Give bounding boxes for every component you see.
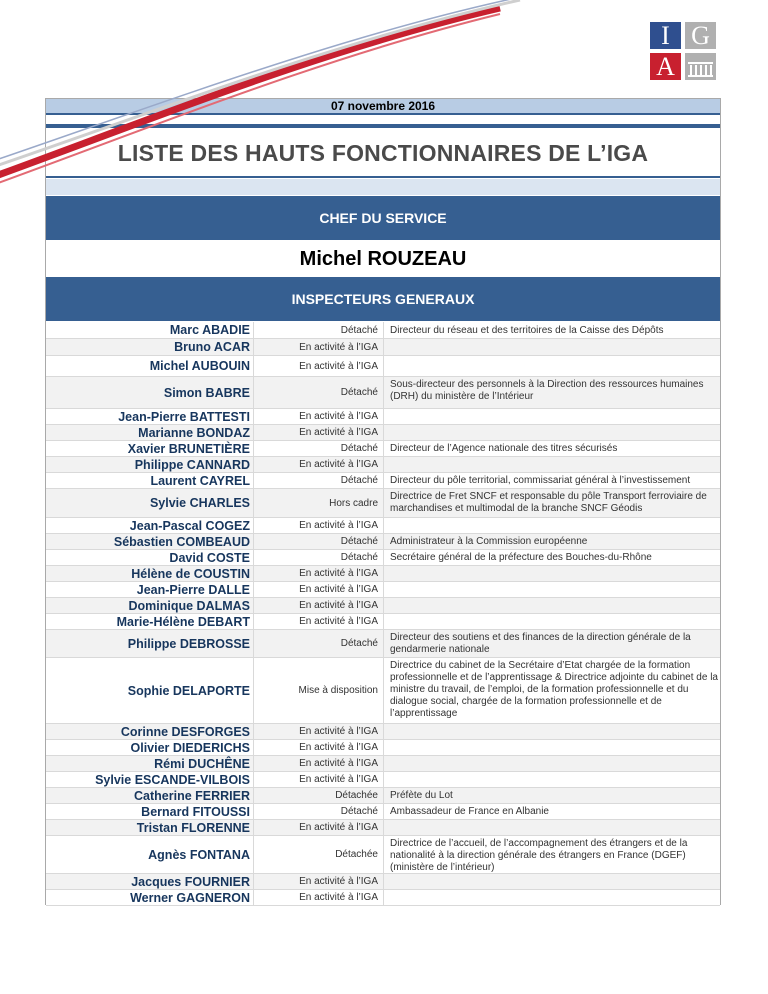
column-divider <box>253 550 254 565</box>
column-divider <box>383 788 384 803</box>
column-divider <box>253 356 254 376</box>
inspecteur-status: En activité à l’IGA <box>299 742 378 753</box>
column-divider <box>253 409 254 424</box>
logo-letter-a: A <box>650 53 681 80</box>
inspecteur-name: Marianne BONDAZ <box>138 426 250 440</box>
spacer-bar <box>46 179 720 195</box>
column-divider <box>383 582 384 597</box>
column-divider <box>253 740 254 755</box>
inspecteur-name: Hélène de COUSTIN <box>131 567 250 581</box>
logo-letter-g: G <box>685 22 716 49</box>
page-title: LISTE DES HAUTS FONCTIONNAIRES DE L’IGA <box>117 140 649 166</box>
table-row <box>46 820 720 836</box>
inspecteur-status: Détaché <box>340 443 378 454</box>
table-row <box>46 441 720 457</box>
inspecteur-function: Directrice de l’accueil, de l’accompagnement des étrangers et de la nationalité à la direction générale des étrangers en France (DGEF) (ministère de l’intérieur) <box>390 838 688 873</box>
column-divider <box>383 598 384 613</box>
column-divider <box>383 658 384 723</box>
inspecteur-status: En activité à l’IGA <box>299 822 378 833</box>
inspecteur-name: Sylvie CHARLES <box>149 496 250 510</box>
inspecteur-status: En activité à l’IGA <box>299 342 378 353</box>
divider <box>46 124 720 128</box>
column-divider <box>383 756 384 771</box>
inspecteur-status: En activité à l’IGA <box>299 568 378 579</box>
inspecteur-status: Détaché <box>340 806 378 817</box>
column-divider <box>253 874 254 889</box>
inspecteur-function: Préfète du Lot <box>390 790 453 801</box>
table-row <box>46 788 720 804</box>
column-divider <box>383 836 384 873</box>
column-divider <box>383 489 384 517</box>
inspecteur-function: Directeur des soutiens et des finances de la direction générale de la gendarmerie nationale <box>390 632 691 655</box>
inspecteur-name: Olivier DIEDERICHS <box>130 741 250 755</box>
table-row <box>46 582 720 598</box>
column-divider <box>383 874 384 889</box>
inspecteur-name: Bruno ACAR <box>174 340 250 354</box>
inspecteur-name: Werner GAGNERON <box>130 891 250 905</box>
chef-name: Michel ROUZEAU <box>299 248 467 270</box>
table-row <box>46 425 720 441</box>
divider <box>46 176 720 178</box>
inspecteur-status: En activité à l’IGA <box>299 427 378 438</box>
logo-building-icon <box>685 53 716 80</box>
inspecteur-name: Tristan FLORENNE <box>136 821 250 835</box>
column-divider <box>383 409 384 424</box>
table-row <box>46 890 720 906</box>
table-row <box>46 457 720 473</box>
inspecteur-name: Sylvie ESCANDE-VILBOIS <box>95 773 250 787</box>
column-divider <box>383 890 384 905</box>
inspecteur-name: Marc ABADIE <box>169 323 250 337</box>
column-divider <box>253 441 254 456</box>
column-divider <box>253 339 254 355</box>
column-divider <box>253 534 254 549</box>
inspecteur-name: Jacques FOURNIER <box>131 875 250 889</box>
column-divider <box>253 582 254 597</box>
column-divider <box>253 820 254 835</box>
inspecteur-name: Philippe CANNARD <box>134 458 250 472</box>
inspecteur-name: Marie-Hélène DEBART <box>116 615 250 629</box>
inspecteur-name: Corinne DESFORGES <box>120 725 250 739</box>
inspecteur-name: Rémi DUCHÊNE <box>154 757 250 771</box>
column-divider <box>253 756 254 771</box>
inspecteur-status: En activité à l’IGA <box>299 616 378 627</box>
inspecteur-name: Catherine FERRIER <box>134 789 250 803</box>
inspecteur-name: Agnès FONTANA <box>148 848 250 862</box>
column-divider <box>383 339 384 355</box>
inspecteur-status: En activité à l’IGA <box>299 758 378 769</box>
column-divider <box>253 614 254 629</box>
inspecteur-status: Détaché <box>340 536 378 547</box>
table-row <box>46 724 720 740</box>
column-divider <box>383 820 384 835</box>
column-divider <box>383 473 384 488</box>
table-row <box>46 614 720 630</box>
column-divider <box>383 457 384 472</box>
inspecteur-status: En activité à l’IGA <box>299 726 378 737</box>
inspecteur-name: Laurent CAYREL <box>150 474 250 488</box>
column-divider <box>383 550 384 565</box>
column-divider <box>253 836 254 873</box>
inspecteur-name: Jean-Pascal COGEZ <box>129 519 250 533</box>
column-divider <box>253 566 254 581</box>
column-divider <box>253 473 254 488</box>
column-divider <box>253 489 254 517</box>
column-divider <box>253 518 254 533</box>
inspecteur-status: Détaché <box>340 638 378 649</box>
inspecteur-status: Détachée <box>335 849 378 860</box>
inspecteur-status: En activité à l’IGA <box>299 520 378 531</box>
inspecteur-status: En activité à l’IGA <box>299 411 378 422</box>
table-row <box>46 473 720 489</box>
column-divider <box>253 804 254 819</box>
column-divider <box>253 630 254 657</box>
inspecteur-name: Michel AUBOUIN <box>149 359 250 373</box>
inspecteur-name: Simon BABRE <box>163 386 250 400</box>
inspecteur-name: Jean-Pierre DALLE <box>136 583 250 597</box>
inspecteur-function: Directrice du cabinet de la Secrétaire d’Etat chargée de la formation professionnelle et de l’apprentissage & Directrice adjointe du cabinet de la ministre du travail, de l’emploi, de la formation professionnelle et du dialogue social, chargée de la formation professionnelle et de l’apprentissage <box>390 660 718 719</box>
logo-letter-i: I <box>650 22 681 49</box>
table-row <box>46 534 720 550</box>
inspecteur-status: En activité à l’IGA <box>299 361 378 372</box>
column-divider <box>253 724 254 739</box>
table-row <box>46 740 720 756</box>
inspecteur-status: Détaché <box>340 552 378 563</box>
column-divider <box>253 890 254 905</box>
column-divider <box>383 804 384 819</box>
table-row <box>46 874 720 890</box>
column-divider <box>383 322 384 338</box>
inspecteur-function: Ambassadeur de France en Albanie <box>390 806 549 817</box>
column-divider <box>253 658 254 723</box>
inspecteur-status: En activité à l’IGA <box>299 774 378 785</box>
inspecteur-name: Sophie DELAPORTE <box>127 684 250 698</box>
column-divider <box>253 322 254 338</box>
table-row <box>46 550 720 566</box>
inspecteur-status: Mise à disposition <box>298 685 378 696</box>
column-divider <box>253 377 254 408</box>
column-divider <box>383 566 384 581</box>
inspecteurs-table <box>46 322 720 906</box>
table-row <box>46 377 720 409</box>
column-divider <box>253 788 254 803</box>
inspecteur-name: David COSTE <box>169 551 250 565</box>
table-row <box>46 489 720 518</box>
column-divider <box>383 630 384 657</box>
column-divider <box>253 772 254 787</box>
divider <box>46 113 720 115</box>
table-row <box>46 356 720 377</box>
inspecteur-name: Philippe DEBROSSE <box>127 637 250 651</box>
inspecteur-function: Directeur de l’Agence nationale des titres sécurisés <box>390 443 618 454</box>
inspecteur-function: Sous-directeur des personnels à la Direction des ressources humaines (DRH) du ministère de l’Intérieur <box>390 379 704 402</box>
inspecteur-name: Jean-Pierre BATTESTI <box>118 410 250 424</box>
column-divider <box>383 534 384 549</box>
inspecteur-name: Xavier BRUNETIÈRE <box>127 442 250 456</box>
table-row <box>46 518 720 534</box>
inspecteurs-section-heading: INSPECTEURS GENERAUX <box>46 277 720 321</box>
column-divider <box>253 598 254 613</box>
column-divider <box>253 425 254 440</box>
table-row <box>46 836 720 874</box>
column-divider <box>383 614 384 629</box>
column-divider <box>383 425 384 440</box>
inspecteur-status: En activité à l’IGA <box>299 600 378 611</box>
table-row <box>46 658 720 724</box>
inspecteur-function: Directrice de Fret SNCF et responsable du pôle Transport ferroviaire de marchandises et multimodal de la branche SNCF Géodis <box>390 491 707 514</box>
inspecteur-function: Administrateur à la Commission européenne <box>390 536 588 547</box>
column-divider <box>383 441 384 456</box>
column-divider <box>253 457 254 472</box>
inspecteur-status: Détachée <box>335 790 378 801</box>
inspecteur-status: Détaché <box>340 325 378 336</box>
inspecteur-status: En activité à l’IGA <box>299 892 378 903</box>
iga-logo <box>650 22 718 80</box>
document-date: 07 novembre 2016 <box>46 99 720 113</box>
table-row <box>46 409 720 425</box>
inspecteur-function: Directeur du réseau et des territoires de la Caisse des Dépôts <box>390 325 664 336</box>
column-divider <box>383 772 384 787</box>
inspecteur-name: Bernard FITOUSSI <box>141 805 250 819</box>
inspecteur-status: En activité à l’IGA <box>299 584 378 595</box>
inspecteur-function: Secrétaire général de la préfecture des Bouches-du-Rhône <box>390 552 652 563</box>
table-row <box>46 772 720 788</box>
chef-section-heading: CHEF DU SERVICE <box>46 196 720 240</box>
inspecteur-name: Dominique DALMAS <box>128 599 250 613</box>
inspecteur-status: Détaché <box>340 387 378 398</box>
column-divider <box>383 724 384 739</box>
table-row <box>46 566 720 582</box>
column-divider <box>383 740 384 755</box>
table-row <box>46 804 720 820</box>
inspecteur-status: Détaché <box>340 475 378 486</box>
table-row <box>46 756 720 772</box>
inspecteur-name: Sébastien COMBEAUD <box>113 535 250 549</box>
column-divider <box>383 518 384 533</box>
column-divider <box>383 377 384 408</box>
table-row <box>46 630 720 658</box>
table-row <box>46 598 720 614</box>
column-divider <box>383 356 384 376</box>
inspecteur-status: Hors cadre <box>329 498 378 509</box>
inspecteur-function: Directeur du pôle territorial, commissariat général à l’investissement <box>390 475 691 486</box>
table-row <box>46 339 720 356</box>
inspecteur-status: En activité à l’IGA <box>299 876 378 887</box>
table-row <box>46 322 720 339</box>
inspecteur-status: En activité à l’IGA <box>299 459 378 470</box>
